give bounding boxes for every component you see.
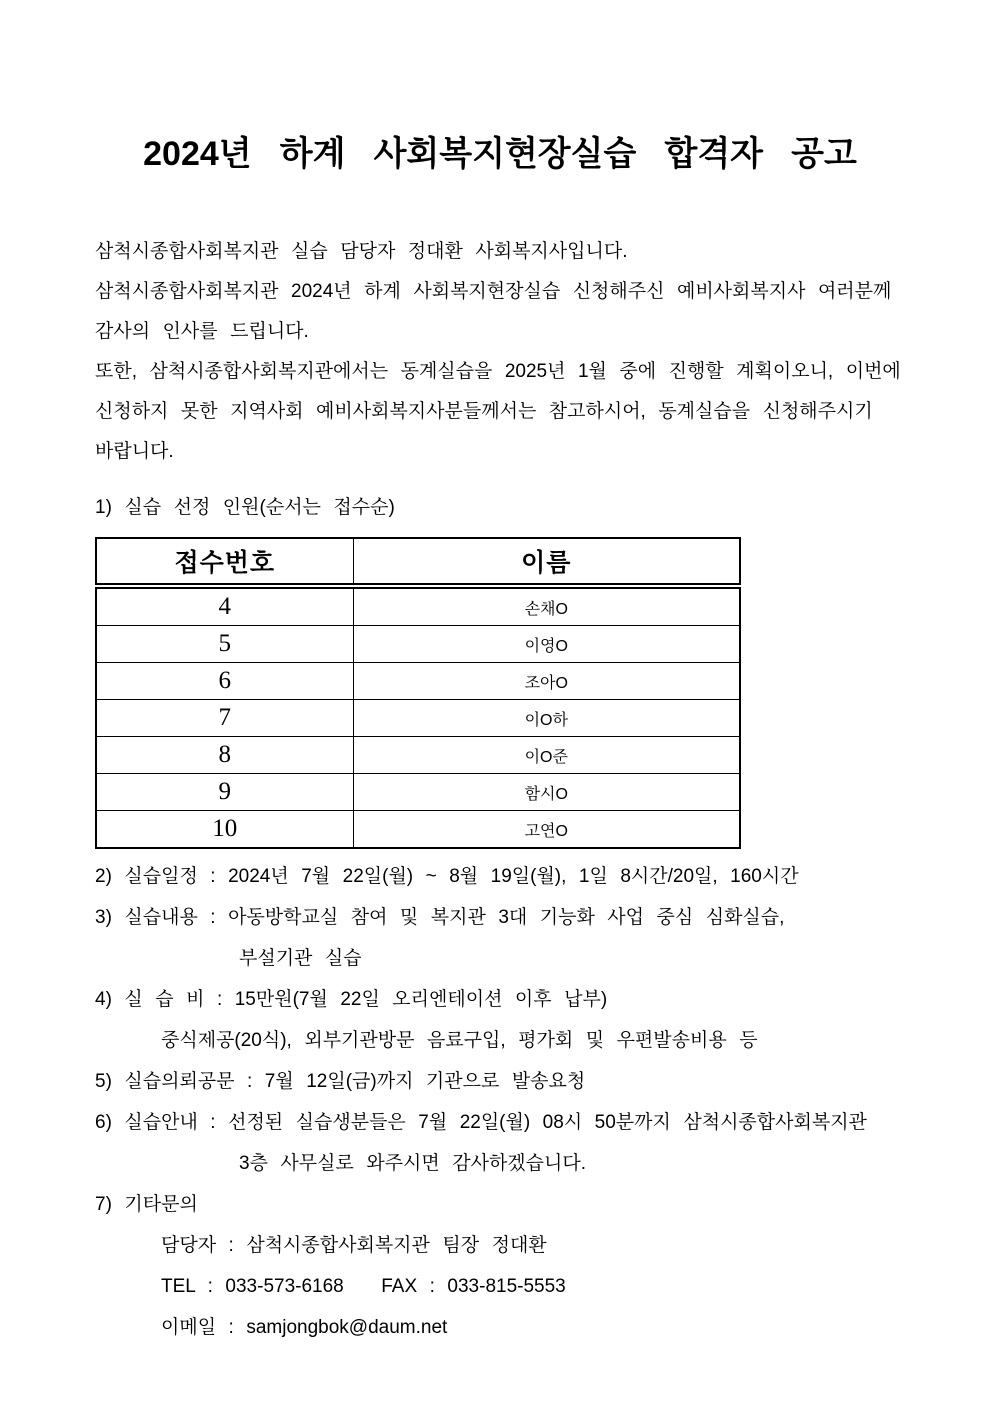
name-cell: 이O하 — [353, 700, 740, 737]
intro-line: 삼척시종합사회복지관 실습 담당자 정대환 사회복지사입니다. — [95, 241, 628, 262]
name-cell: 고연O — [353, 811, 740, 849]
detail-items — [95, 856, 905, 1348]
table-row — [96, 700, 740, 737]
receipt-number-cell: 4 — [96, 586, 353, 626]
intro-line: 신청하지 못한 지역사회 예비사회복지사분들께서는 참고하시어, 동계실습을 신청해주시기 — [95, 401, 873, 422]
item-fee-detail: 중식제공(20식), 외부기관방문 음료구입, 평가회 및 우편발송비용 등 — [161, 1030, 758, 1051]
table-row — [96, 663, 740, 700]
name-cell: 함시O — [353, 774, 740, 811]
intro-paragraphs — [95, 232, 905, 472]
name-cell: 이영O — [353, 626, 740, 663]
col-header-receipt-number: 접수번호 — [96, 538, 353, 586]
intro-line: 바랍니다. — [95, 441, 174, 462]
contact-phone-fax: TEL : 033-573-6168 FAX : 033-815-5553 — [161, 1276, 566, 1297]
item-schedule: 2) 실습일정 : 2024년 7월 22일(월) ~ 8월 19일(월), 1일 8시간/20일, 160시간 — [95, 866, 799, 887]
receipt-number-cell: 6 — [96, 663, 353, 700]
item-guide-continued: 3층 사무실로 와주시면 감사하겠습니다. — [239, 1153, 587, 1174]
section1-heading: 1) 실습 선정 인원(순서는 접수순) — [95, 497, 395, 518]
name-cell: 손채O — [353, 586, 740, 626]
intro-line: 또한, 삼척시종합사회복지관에서는 동계실습을 2025년 1월 중에 진행할 계획이오니, 이번에 — [95, 361, 901, 382]
page-title: 2024년 하계 사회복지현장실습 합격자 공고 — [143, 135, 857, 173]
contact-email: 이메일 : samjongbok@daum.net — [161, 1317, 448, 1338]
receipt-number-cell: 8 — [96, 737, 353, 774]
table-row — [96, 811, 740, 849]
item-fee: 4) 실 습 비 : 15만원(7월 22일 오리엔테이션 이후 납부) — [95, 989, 608, 1010]
table-row — [96, 586, 740, 626]
item-content-continued: 부설기관 실습 — [239, 948, 362, 969]
table-header-row — [96, 538, 740, 586]
item-request-letter: 5) 실습의뢰공문 : 7월 12일(금)까지 기관으로 발송요청 — [95, 1071, 586, 1092]
receipt-number-cell: 5 — [96, 626, 353, 663]
contact-person: 담당자 : 삼척시종합사회복지관 팀장 정대환 — [161, 1235, 547, 1256]
table-row — [96, 774, 740, 811]
item-content: 3) 실습내용 : 아동방학교실 참여 및 복지관 3대 기능화 사업 중심 심화실습, — [95, 907, 785, 928]
item-guide: 6) 실습안내 : 선정된 실습생분들은 7월 22일(월) 08시 50분까지 삼척시종합사회복지관 — [95, 1112, 867, 1133]
receipt-number-cell: 9 — [96, 774, 353, 811]
intro-line: 삼척시종합사회복지관 2024년 하계 사회복지현장실습 신청해주신 예비사회복지사 여러분께 — [95, 281, 892, 302]
name-cell: 조아O — [353, 663, 740, 700]
intro-line: 감사의 인사를 드립니다. — [95, 321, 309, 342]
applicants-table — [95, 537, 741, 849]
item-other-inquiries: 7) 기타문의 — [95, 1194, 198, 1215]
table-row — [96, 626, 740, 663]
col-header-name: 이름 — [353, 538, 740, 586]
name-cell: 이O준 — [353, 737, 740, 774]
receipt-number-cell: 10 — [96, 811, 353, 849]
receipt-number-cell: 7 — [96, 700, 353, 737]
table-row — [96, 737, 740, 774]
